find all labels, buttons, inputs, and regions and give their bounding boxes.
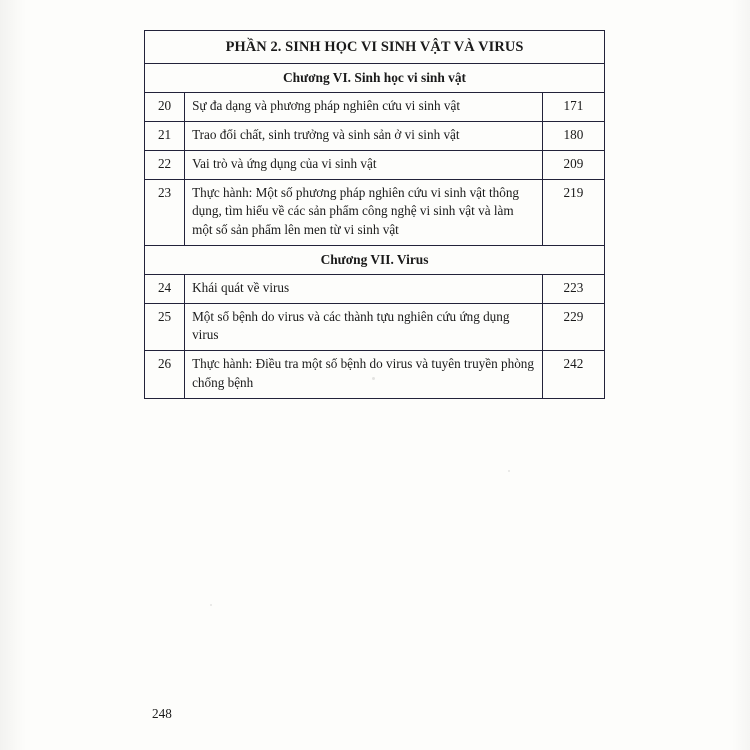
row-title: Một số bệnh do virus và các thành tựu nghiên cứu ứng dụng virus — [185, 303, 543, 350]
row-title: Vai trò và ứng dụng của vi sinh vật — [185, 150, 543, 179]
chapter-heading-row-7 — [145, 245, 605, 274]
scan-speck — [508, 470, 510, 472]
row-title: Trao đổi chất, sinh trưởng và sinh sản ở vi sinh vật — [185, 122, 543, 151]
scan-speck — [210, 604, 212, 606]
table-row — [145, 274, 605, 303]
row-number: 25 — [145, 303, 185, 350]
row-number: 23 — [145, 179, 185, 245]
row-title: Khái quát về virus — [185, 274, 543, 303]
row-title: Thực hành: Một số phương pháp nghiên cứu vi sinh vật thông dụng, tìm hiểu về các sản phẩm công nghệ vi sinh vật và làm một số sản phẩm lên men từ vi sinh vật — [185, 179, 543, 245]
row-page: 229 — [542, 303, 604, 350]
row-number: 20 — [145, 93, 185, 122]
table-row — [145, 150, 605, 179]
row-page: 223 — [542, 274, 604, 303]
page-number: 248 — [152, 706, 172, 721]
row-page: 219 — [542, 179, 604, 245]
row-page: 209 — [542, 150, 604, 179]
row-number: 21 — [145, 122, 185, 151]
chapter-heading-row-6 — [145, 64, 605, 93]
table-row — [145, 179, 605, 245]
row-number: 26 — [145, 351, 185, 398]
table-row — [145, 122, 605, 151]
row-number: 22 — [145, 150, 185, 179]
row-title: Thực hành: Điều tra một số bệnh do virus và tuyên truyền phòng chống bệnh — [185, 351, 543, 398]
chapter-6-heading-text: Chương VI. Sinh học vi sinh vật — [145, 64, 605, 93]
row-title: Sự đa dạng và phương pháp nghiên cứu vi sinh vật — [185, 93, 543, 122]
table-row — [145, 351, 605, 398]
part-heading-row — [145, 31, 605, 64]
row-page: 242 — [542, 351, 604, 398]
row-number: 24 — [145, 274, 185, 303]
table-of-contents — [144, 30, 605, 399]
row-page: 171 — [542, 93, 604, 122]
table-row — [145, 303, 605, 350]
row-page: 180 — [542, 122, 604, 151]
part-heading-text: PHẦN 2. SINH HỌC VI SINH VẬT VÀ VIRUS — [145, 31, 605, 64]
chapter-7-heading-text: Chương VII. Virus — [145, 245, 605, 274]
table-row — [145, 93, 605, 122]
